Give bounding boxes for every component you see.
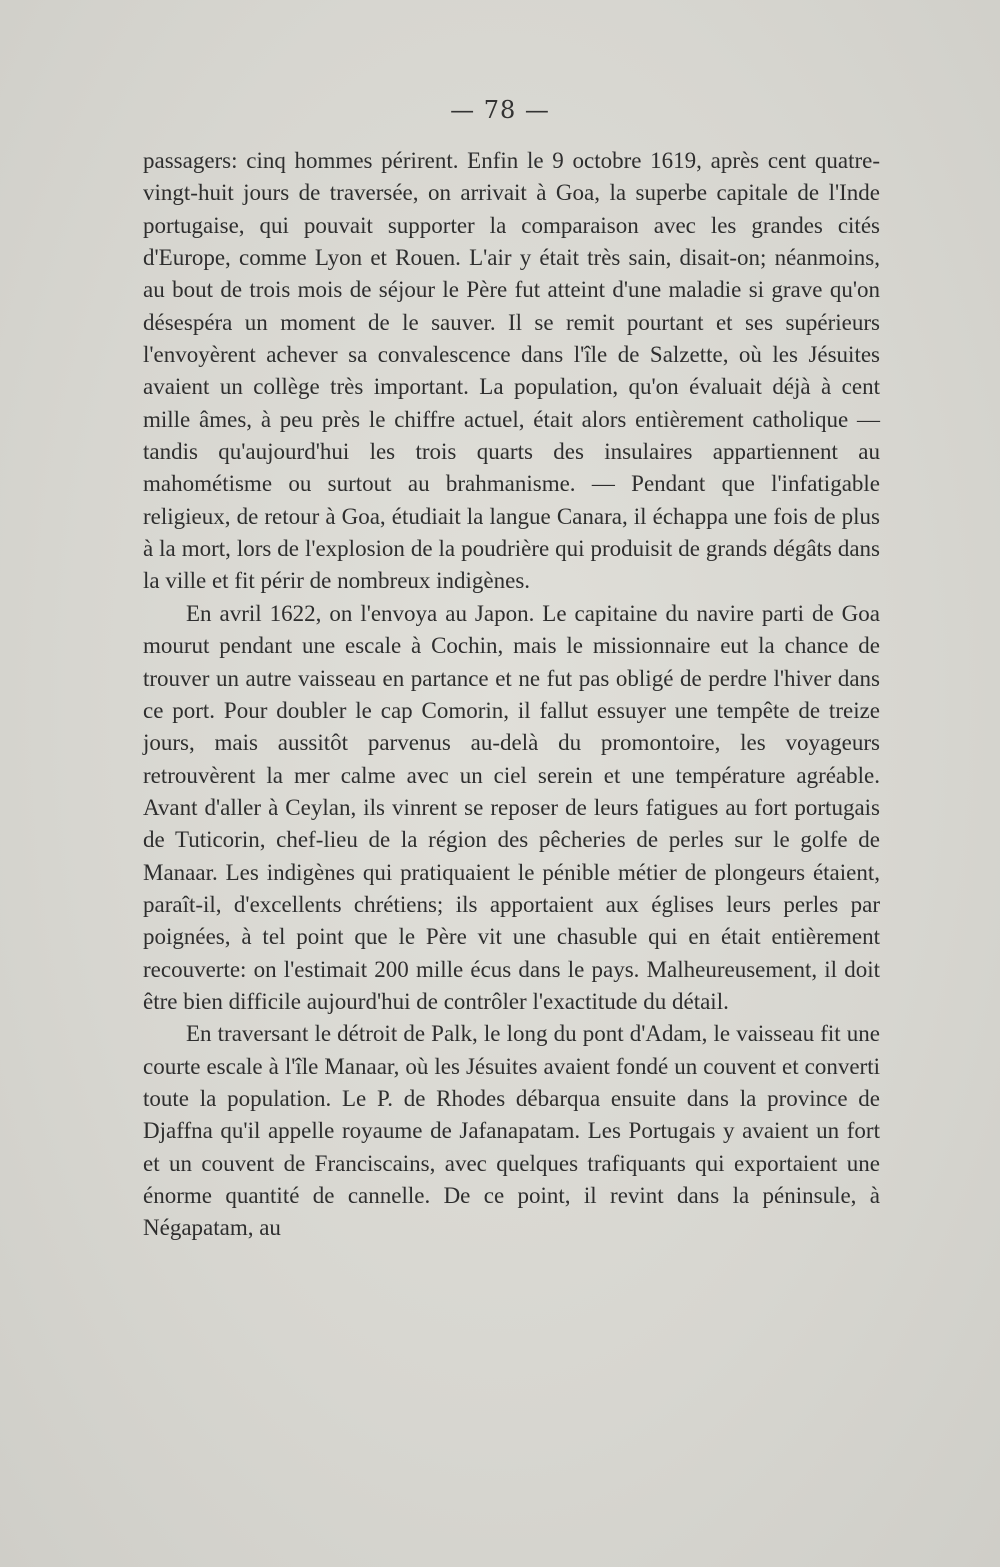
paragraph-continuation: passagers: cinq hommes périrent. Enfin le 9 octobre 1619, après cent quatre-vingt-huit jours de traversée, on arrivait à Goa, la superbe capitale de l'Inde portugaise, qui pouvait supporter la comparaison avec les grandes cités d'Europe, comme Lyon et Rouen. L'air y était très sain, disait-on; néanmoins, au bout de trois mois de séjour le Père fut atteint d'une maladie si grave qu'on désespéra un moment de le sauver. Il se remit pourtant et ses supérieurs l'envoyèrent achever sa convalescence dans l'île de Salzette, où les Jésuites avaient un collège très important. La population, qu'on évaluait déjà à cent mille âmes, à peu près le chiffre actuel, était alors entièrement catholique — tandis qu'aujourd'hui les trois quarts des insulaires appartiennent au mahométisme ou surtout au brahmanisme. — Pendant que l'infatigable religieux, de retour à Goa, étudiait la langue Canara, il échappa une fois de plus à la mort, lors de l'explosion de la poudrière qui produisit de grands dégâts dans la ville et fit périr de nombreux indigènes. <box>143 148 880 594</box>
text-body <box>143 145 880 1245</box>
paragraph-voyage-japon: En avril 1622, on l'envoya au Japon. Le capitaine du navire parti de Goa mourut pendant une escale à Cochin, mais le missionnaire eut la chance de trouver un autre vaisseau en partance et ne fut pas obligé de perdre l'hiver dans ce port. Pour doubler le cap Comorin, il fallut essuyer une tempête de treize jours, mais aussitôt parvenus au-delà du promontoire, les voyageurs retrouvèrent la mer calme avec un ciel serein et une température agréable. Avant d'aller à Ceylan, ils vinrent se reposer de leurs fatigues au fort portugais de Tuticorin, chef-lieu de la région des pêcheries de perles sur le golfe de Manaar. Les indigènes qui pratiquaient le pénible métier de plongeurs étaient, paraît-il, d'excellents chrétiens; ils apportaient aux églises leurs perles par poignées, à tel point que le Père vit une chasuble qui en était entièrement recouverte: on l'estimait 200 mille écus dans le pays. Malheureusement, il doit être bien difficile aujourd'hui de contrôler l'exactitude du détail. <box>143 600 880 1014</box>
paragraph-detroit-palk: En traversant le détroit de Palk, le long du pont d'Adam, le vaisseau fit une courte escale à l'île Manaar, où les Jésuites avaient fondé un couvent et converti toute la population. Le P. de Rhodes débarqua ensuite dans la province de Djaffna qu'il appelle royaume de Jafanapatam. Les Portugais y avaient un fort et un couvent de Franciscains, avec quelques trafiquants qui exportaient une énorme quantité de cannelle. De ce point, il revint dans la péninsule, à Négapatam, au <box>143 1021 880 1241</box>
page-number: — 78 — <box>450 96 550 124</box>
